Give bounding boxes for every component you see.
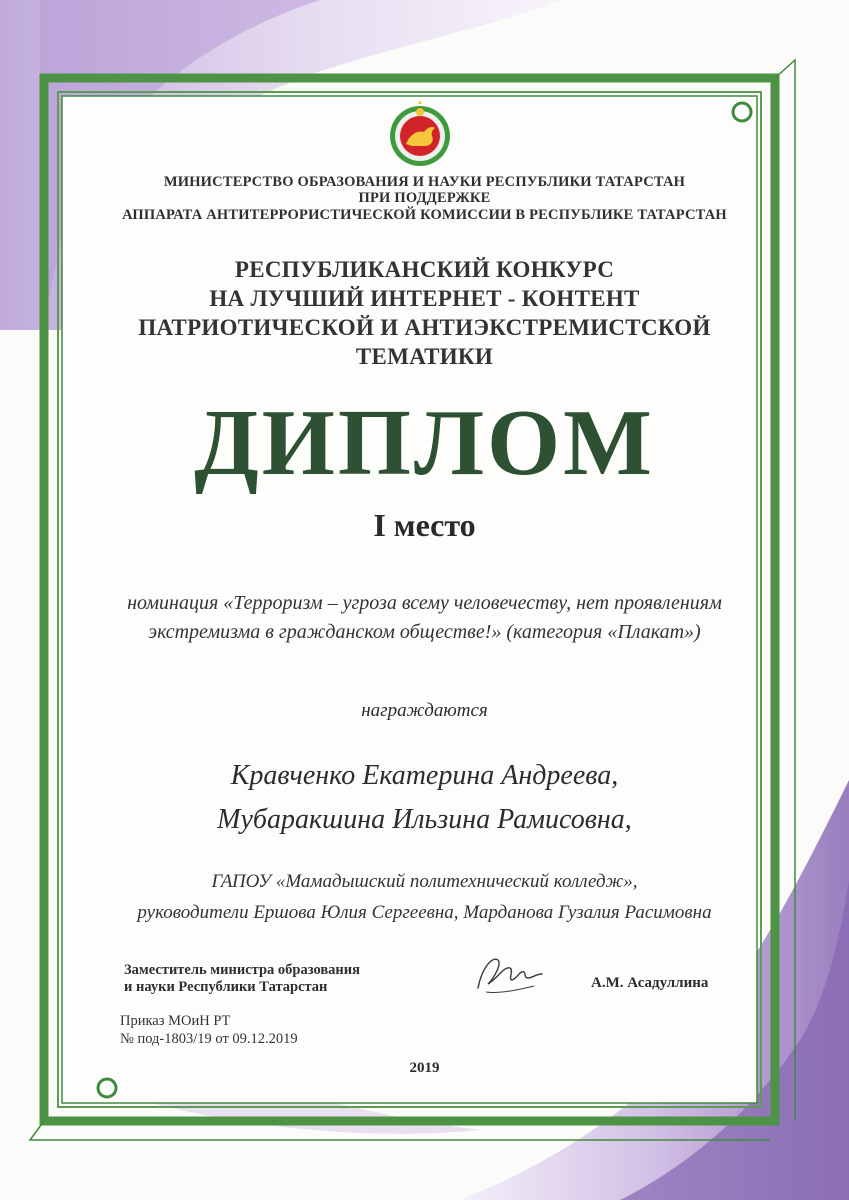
awarded-label: награждаются <box>361 700 488 721</box>
recipient-name: Кравченко Екатерина Андреева, <box>230 760 619 791</box>
nomination-line: номинация «Терроризм – угроза всему человечеству, нет проявлениям <box>127 592 722 614</box>
contest-title-line: ПАТРИОТИЧЕСКОЙ И АНТИЭКСТРЕМИСТСКОЙ <box>138 315 711 340</box>
signatory-name: А.М. Асадуллина <box>591 975 709 991</box>
organization-line: АППАРАТА АНТИТЕРРОРИСТИЧЕСКОЙ КОМИССИИ В РЕСПУБЛИКЕ ТАТАРСТАН <box>122 207 727 223</box>
institution-line: ГАПОУ «Мамадышский политехнический колледж», <box>211 871 638 892</box>
signatory-position: и науки Республики Татарстан <box>124 979 328 995</box>
nomination-line: экстремизма в гражданском обществе!» (категория «Плакат») <box>148 621 701 643</box>
order-reference: Приказ МОиН РТ <box>120 1013 231 1029</box>
tatarstan-coat-of-arms-icon <box>388 100 452 172</box>
handwritten-signature <box>468 948 548 1000</box>
organization-line: МИНИСТЕРСТВО ОБРАЗОВАНИЯ И НАУКИ РЕСПУБЛИКИ ТАТАРСТАН <box>163 174 686 190</box>
recipient-name: Мубаракшина Ильзина Рамисовна, <box>217 804 632 835</box>
diploma-title: ДИПЛОМ <box>194 391 655 495</box>
order-number: № под-1803/19 от 09.12.2019 <box>120 1031 298 1047</box>
place-award: I место <box>373 507 476 543</box>
contest-title-line: НА ЛУЧШИЙ ИНТЕРНЕТ - КОНТЕНТ <box>209 286 640 311</box>
organization-line: ПРИ ПОДДЕРЖКЕ <box>358 190 491 206</box>
year: 2019 <box>409 1060 440 1076</box>
signatory-position: Заместитель министра образования <box>124 962 360 978</box>
contest-title-line: ТЕМАТИКИ <box>355 344 494 369</box>
contest-title-line: РЕСПУБЛИКАНСКИЙ КОНКУРС <box>234 257 615 282</box>
supervisors-line: руководители Ершова Юлия Сергеевна, Марданова Гузалия Расимовна <box>137 902 712 923</box>
